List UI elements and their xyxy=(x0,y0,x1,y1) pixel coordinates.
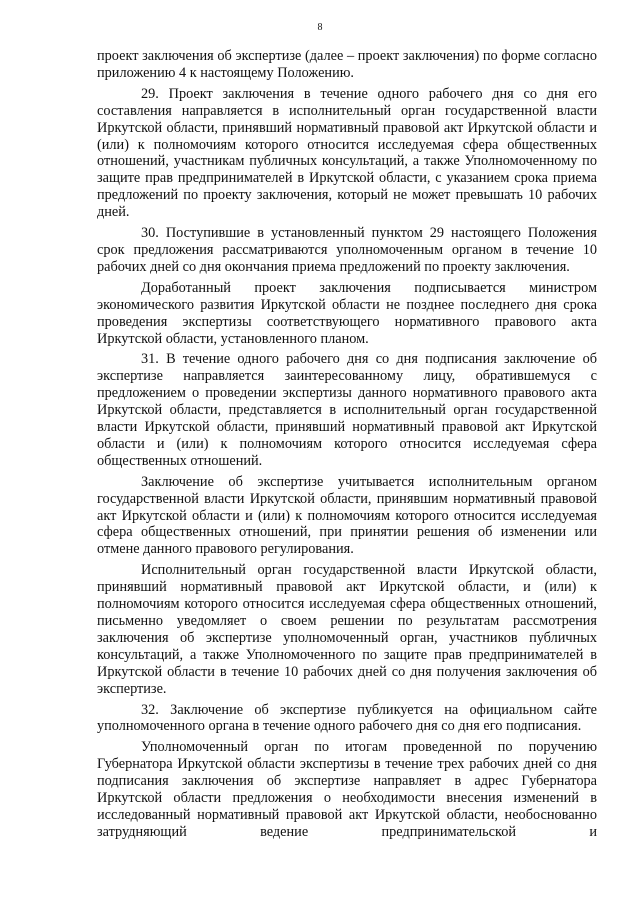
paragraph-revised-draft: Доработанный проект заключения подписывается министром экономического развития Иркутской области не позднее последнего дня срока проведения экспертизы соответствующего нормативного правового акта Иркутской области, установленного планом. xyxy=(97,279,597,347)
paragraph-clause-32: 32. Заключение об экспертизе публикуется на официальном сайте уполномоченного органа в течение одного рабочего дня со дня его подписания. xyxy=(97,701,597,735)
paragraph-clause-30: 30. Поступившие в установленный пунктом 29 настоящего Положения срок предложения рассматриваются уполномоченным органом в течение 10 рабочих дней со дня окончания приема предложений по проекту заключения. xyxy=(97,225,597,275)
document-body xyxy=(97,48,597,841)
paragraph-executive-notifies: Исполнительный орган государственной власти Иркутской области, принявший нормативный правовой акт Иркутской области, и (или) к полномочиям которого относится исследуемая сфера общественных отношений, письменно уведомляет о своем решении по результатам рассмотрения заключения об экспертизе уполномоченный орган, участников публичных консультаций, а также Уполномоченного по защите прав предпринимателей в Иркутской области в течение 10 рабочих дней со дня получения заключения об экспертизе. xyxy=(97,562,597,697)
paragraph-conclusion-considered: Заключение об экспертизе учитывается исполнительным органом государственной власти Иркутской области, принявшим нормативный правовой акт Иркутской области и (или) к полномочиям которого относится исследуемая сфера общественных отношений, при принятии решения об изменении или отмене данного правового регулирования. xyxy=(97,473,597,558)
paragraph-clause-29: 29. Проект заключения в течение одного рабочего дня со дня его составления направляется в исполнительный орган государственной власти Иркутской области, принявший нормативный правовой акт Иркутской области и (или) к полномочиям которого относится исследуемая сфера общественных отношений, участникам публичных консультаций, а также Уполномоченному по защите прав предпринимателей в Иркутской области, с указанием срока приема предложений по проекту заключения, который не может превышать 10 рабочих дней. xyxy=(97,85,597,221)
paragraph-continued: проект заключения об экспертизе (далее – проект заключения) по форме согласно приложению 4 к настоящему Положению. xyxy=(97,48,597,81)
paragraph-governor-proposals: Уполномоченный орган по итогам проведенной по поручению Губернатора Иркутской области экспертизы в течение трех рабочих дней со дня подписания заключения об экспертизе направляет в адрес Губернатора Иркутской области предложения о необходимости внесения изменений в исследованный нормативный правовой акт Иркутской области, необоснованно затрудняющий ведение предпринимательской и xyxy=(97,739,597,840)
paragraph-clause-31: 31. В течение одного рабочего дня со дня подписания заключение об экспертизе направляется заинтересованному лицу, обратившемуся с предложением о проведении экспертизы данного нормативного правового акта Иркутской области, представляется в исполнительный орган государственной власти Иркутской области, принявший нормативный правовой акт Иркутской области и (или) к полномочиям которого относится исследуемая сфера общественных отношений. xyxy=(97,351,597,469)
page-number: 8 xyxy=(317,22,323,33)
